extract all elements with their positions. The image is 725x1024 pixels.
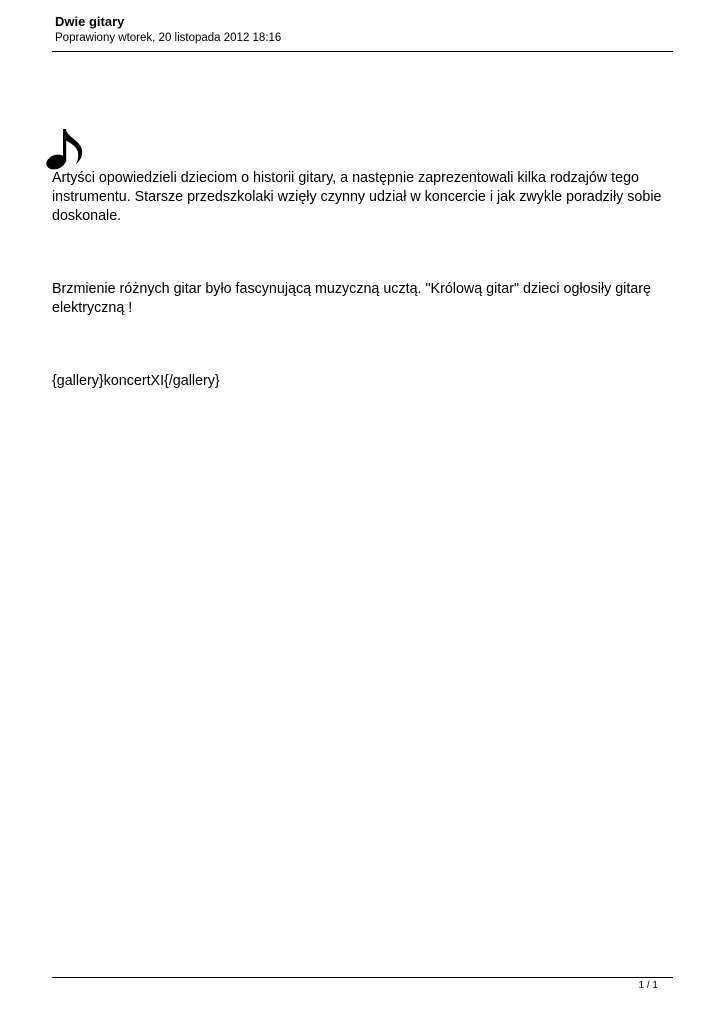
- article-paragraph: Artyści opowiedzieli dzieciom o historii gitary, a następnie zaprezentowali kilka rodzajów tego instrumentu. Starsze przedszkolaki wzięły czynny udział w koncercie i jak zwykle poradziły sobie doskonale.: [52, 170, 662, 224]
- gallery-placeholder: {gallery}koncertXI{/gallery}: [52, 373, 220, 389]
- page-title: Dwie gitary: [55, 14, 125, 29]
- page-number: 1 / 1: [638, 980, 658, 991]
- footer-divider: [52, 977, 673, 978]
- page-header: [52, 14, 673, 52]
- music-note-icon: [44, 126, 88, 172]
- article-paragraph: Brzmienie różnych gitar było fascynującą muzyczną ucztą. "Królową gitar" dzieci ogłosiły gitarę elektryczną !: [52, 281, 651, 316]
- modified-date: Poprawiony wtorek, 20 listopada 2012 18:16: [55, 32, 282, 44]
